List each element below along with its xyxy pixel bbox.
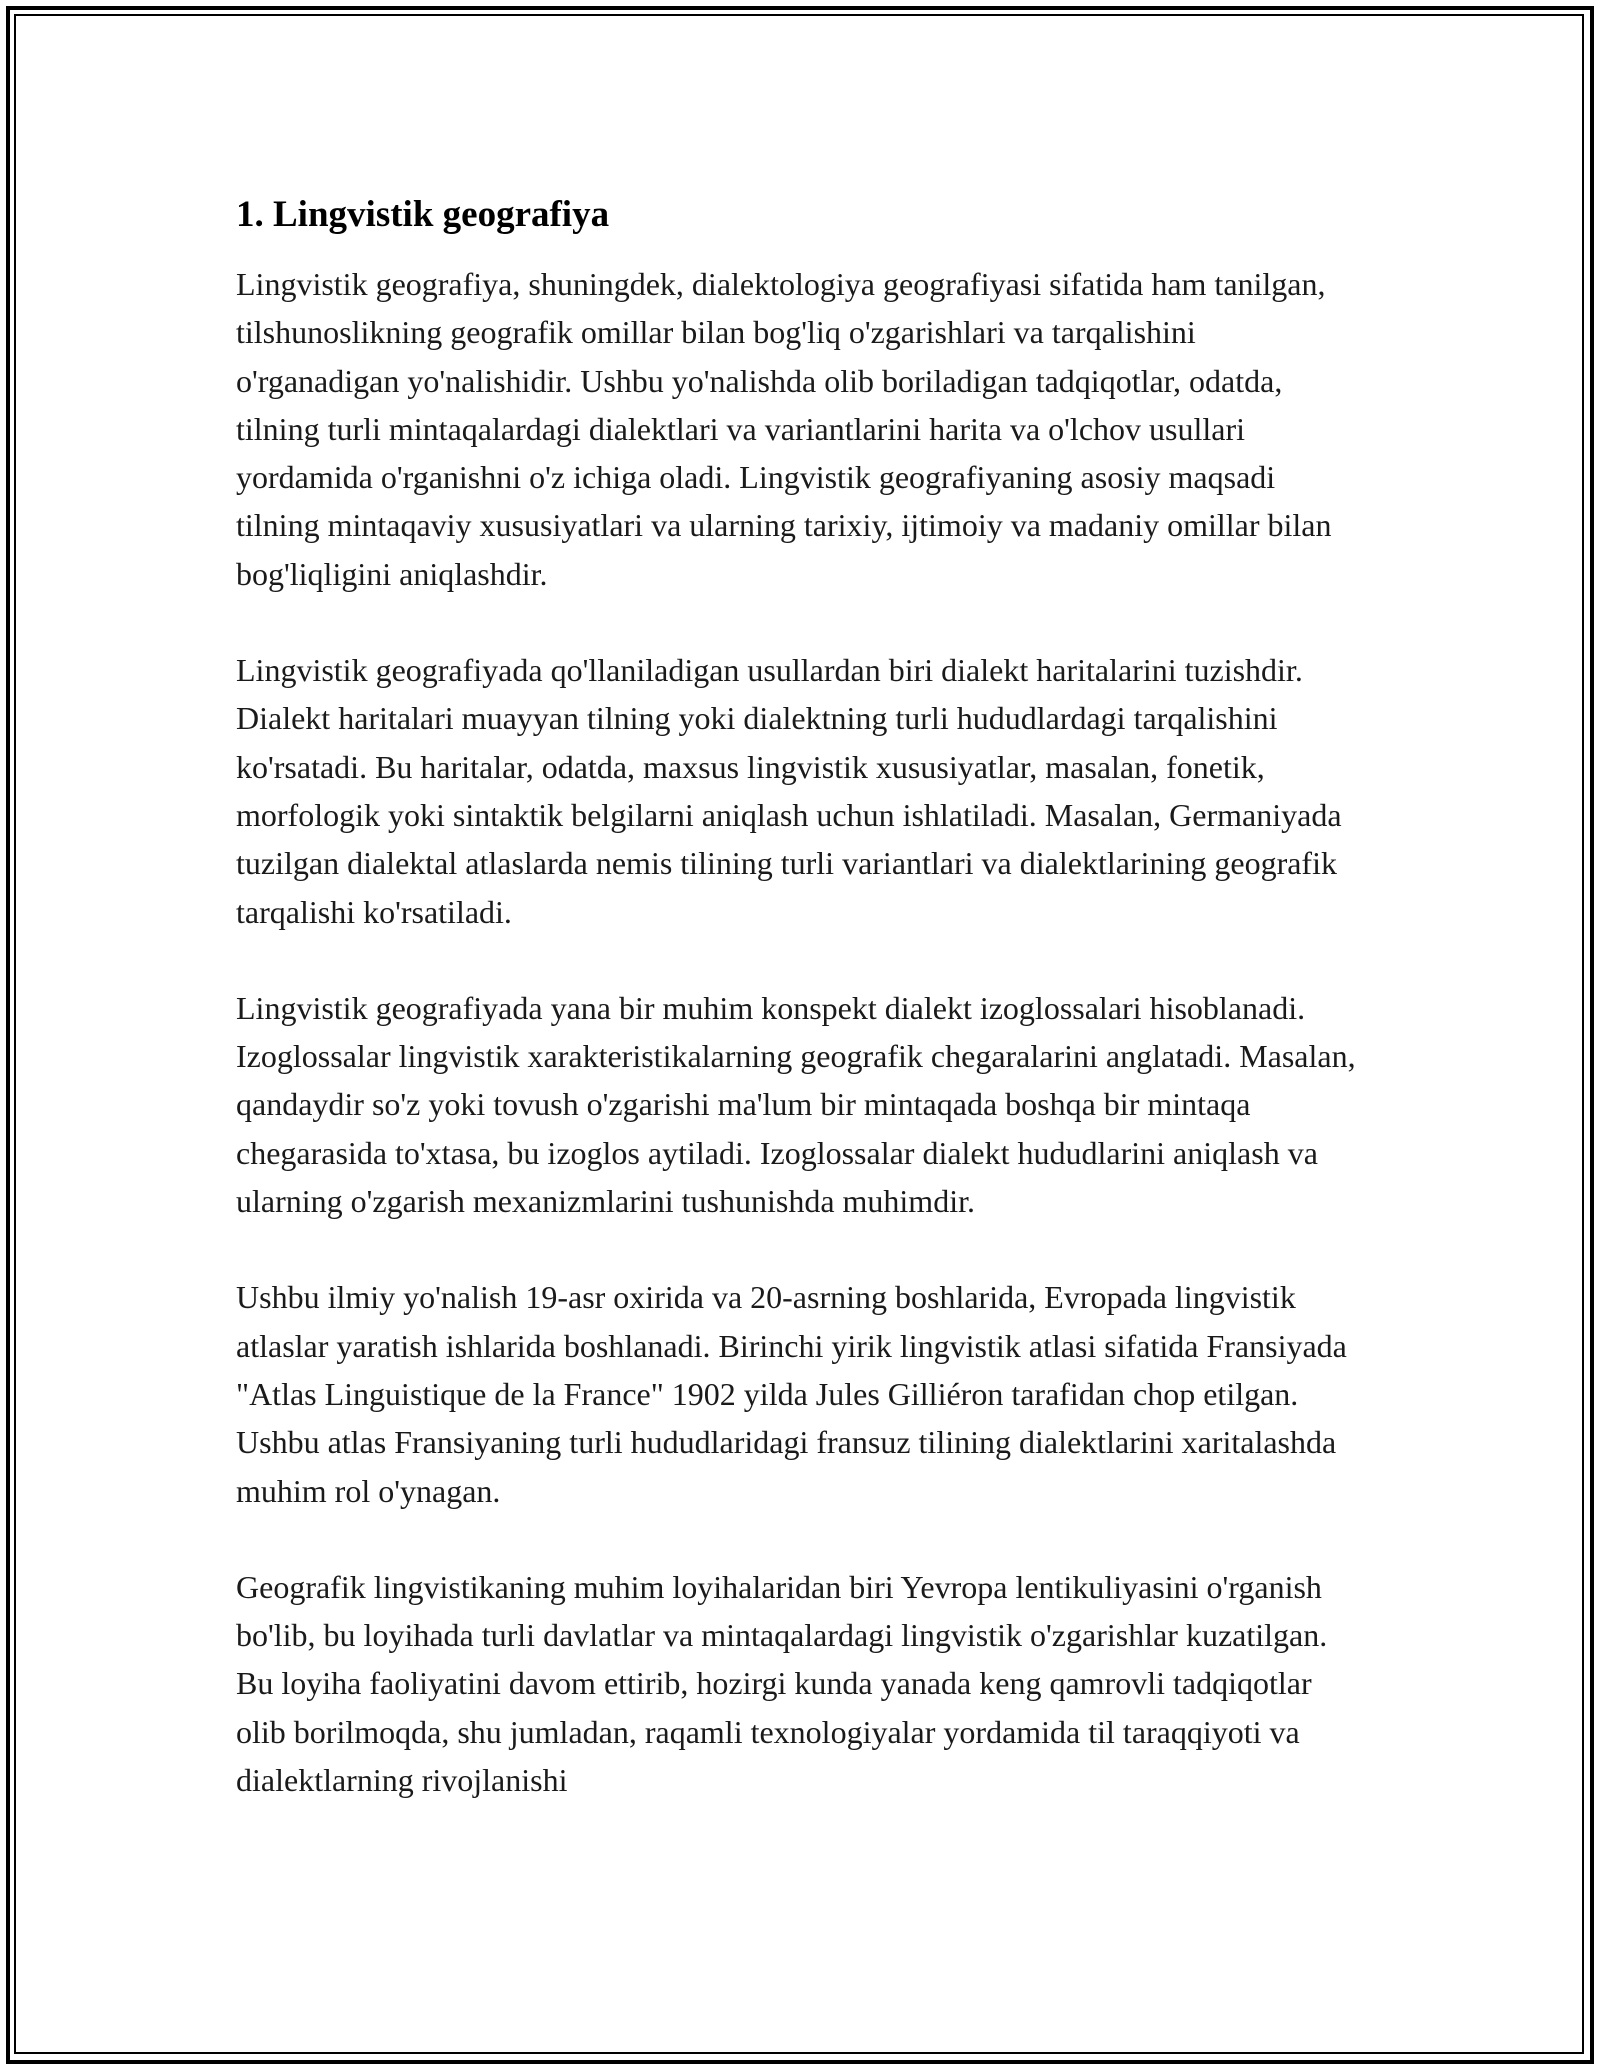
paragraph-5: Geografik lingvistikaning muhim loyihalaridan biri Yevropa lentikuliyasini o'rganish bo'lib, bu loyihada turli davlatlar va mintaqalardagi lingvistik o'zgarishlar kuzatilgan. Bu loyiha faoliyatini davom ettirib, hozirgi kunda yanada keng qamrovli tadqiqotlar olib borilmoqda, shu jumladan, raqamli texnologiyalar yordamida til taraqqiyoti va dialektlarning rivojlanishi bbox=[236, 1568, 1328, 1799]
paragraph-1: Lingvistik geografiya, shuningdek, dialektologiya geografiyasi sifatida ham tanilgan, tilshunoslikning geografik omillar bilan bog'liq o'zgarishlari va tarqalishini o'rganadigan yo'nalishidir. Ushbu yo'nalishda olib boriladigan tadqiqotlar, odatda, tilning turli mintaqalardagi dialektlari va variantlarini harita va o'lchov usullari yordamida o'rganishni o'z ichiga oladi. Lingvistik geografiyaning asosiy maqsadi tilning mintaqaviy xususiyatlari va ularning tarixiy, ijtimoiy va madaniy omillar bilan bog'liqligini aniqlashdir. bbox=[236, 266, 1332, 592]
document-body bbox=[236, 190, 1366, 1804]
section-heading: 1. Lingvistik geografiya bbox=[236, 194, 610, 235]
paragraph-4: Ushbu ilmiy yo'nalish 19-asr oxirida va 20-asrning boshlarida, Evropada lingvistik atlaslar yaratish ishlarida boshlanadi. Birinchi yirik lingvistik atlasi sifatida Fransiyada "Atlas Linguistique de la France" 1902 yilda Jules Gilliéron tarafidan chop etilgan. Ushbu atlas Fransiyaning turli hududlaridagi fransuz tilining dialektlarini xaritalashda muhim rol o'ynagan. bbox=[236, 1279, 1347, 1509]
paragraph-3: Lingvistik geografiyada yana bir muhim konspekt dialekt izoglossalari hisoblanadi. Izoglossalar lingvistik xarakteristikalarning geografik chegaralarini anglatadi. Masalan, qandaydir so'z yoki tovush o'zgarishi ma'lum bir mintaqada boshqa bir mintaqa chegarasida to'xtasa, bu izoglos aytiladi. Izoglossalar dialekt hududlarini aniqlash va ularning o'zgarish mexanizmlarini tushunishda muhimdir. bbox=[236, 989, 1356, 1220]
paragraph-2: Lingvistik geografiyada qo'llaniladigan usullardan biri dialekt haritalarini tuzishdir. Dialekt haritalari muayyan tilning yoki dialektning turli hududlardagi tarqalishini ko'rsatadi. Bu haritalar, odatda, maxsus lingvistik xususiyatlar, masalan, fonetik, morfologik yoki sintaktik belgilarni aniqlash uchun ishlatiladi. Masalan, Germaniyada tuzilgan dialektal atlaslarda nemis tilining turli variantlari va dialektlarining geografik tarqalishi ko'rsatiladi. bbox=[236, 652, 1342, 930]
